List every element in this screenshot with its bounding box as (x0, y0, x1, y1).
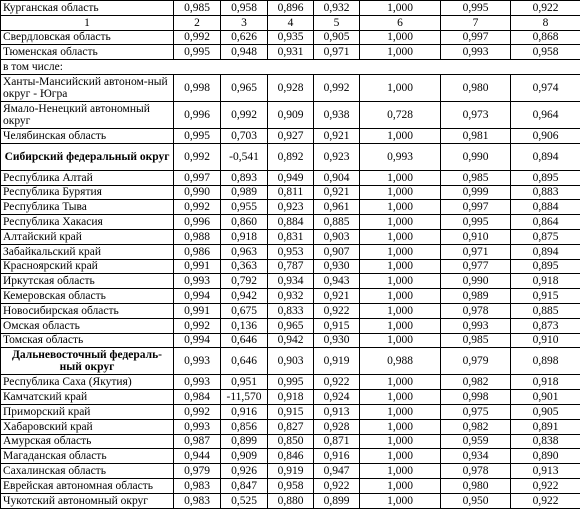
value-cell: 0,892 (268, 143, 314, 170)
value-cell: 0,992 (221, 101, 268, 128)
value-cell: 0,136 (221, 318, 268, 333)
region-name: Кемеровская область (1, 289, 174, 304)
table-row (1, 390, 580, 405)
region-name: Забайкальский край (1, 244, 174, 259)
value-cell: 0,934 (441, 449, 511, 464)
value-cell: 0,927 (268, 128, 314, 143)
value-cell: 0,868 (511, 30, 580, 45)
region-name: Сибирский федеральный округ (1, 143, 174, 170)
value-cell: 0,916 (314, 449, 360, 464)
value-cell: 0,894 (511, 143, 580, 170)
value-cell: 0,922 (314, 375, 360, 390)
table-row (1, 244, 580, 259)
value-cell: 0,994 (174, 289, 221, 304)
table-row (1, 200, 580, 215)
value-cell: 0,907 (314, 244, 360, 259)
value-cell: 0,983 (174, 493, 221, 508)
value-cell: 0,993 (174, 375, 221, 390)
value-cell: 0,963 (221, 244, 268, 259)
column-number: 1 (1, 15, 174, 30)
value-cell: 0,890 (511, 449, 580, 464)
value-cell: 1,000 (360, 274, 441, 289)
region-name: Дальневосточный федераль-ный округ (1, 348, 174, 375)
value-cell: 0,915 (511, 289, 580, 304)
table-row (1, 1, 580, 16)
value-cell: 0,916 (221, 404, 268, 419)
value-cell: 0,909 (221, 449, 268, 464)
value-cell: 0,985 (441, 333, 511, 348)
value-cell: 1,000 (360, 170, 441, 185)
value-cell: 1,000 (360, 303, 441, 318)
value-cell: 0,915 (268, 404, 314, 419)
table-row (1, 404, 580, 419)
value-cell: 0,850 (268, 434, 314, 449)
value-cell: 0,811 (268, 185, 314, 200)
value-cell: 1,000 (360, 200, 441, 215)
value-cell: 1,000 (360, 45, 441, 60)
table-row (1, 229, 580, 244)
region-name: Омская область (1, 318, 174, 333)
region-name: Республика Бурятия (1, 185, 174, 200)
value-cell: 1,000 (360, 318, 441, 333)
table-row (1, 478, 580, 493)
value-cell: 0,792 (221, 274, 268, 289)
value-cell: 0,995 (174, 45, 221, 60)
value-cell: 0,873 (511, 318, 580, 333)
table-row (1, 128, 580, 143)
region-name: Тюменская область (1, 45, 174, 60)
value-cell: 0,918 (268, 390, 314, 405)
region-name: Ямало-Ненецкий автономный округ (1, 101, 174, 128)
value-cell: 1,000 (360, 404, 441, 419)
column-number-row (1, 15, 580, 30)
value-cell: 0,995 (268, 375, 314, 390)
value-cell: 0,992 (314, 74, 360, 101)
value-cell: 0,928 (314, 419, 360, 434)
value-cell: 0,827 (268, 419, 314, 434)
value-cell: 0,923 (268, 200, 314, 215)
value-cell: 0,895 (511, 170, 580, 185)
value-cell: 0,921 (314, 185, 360, 200)
value-cell: 0,992 (174, 143, 221, 170)
value-cell: 0,833 (268, 303, 314, 318)
value-cell: 0,894 (511, 244, 580, 259)
value-cell: 0,990 (441, 274, 511, 289)
value-cell: 0,525 (221, 493, 268, 508)
table-row (1, 185, 580, 200)
value-cell: 0,901 (511, 390, 580, 405)
region-name: Чукотский автономный округ (1, 493, 174, 508)
value-cell: 0,990 (441, 143, 511, 170)
value-cell: 0,893 (221, 170, 268, 185)
value-cell: 0,903 (314, 229, 360, 244)
value-cell: 0,922 (314, 303, 360, 318)
value-cell: 1,000 (360, 244, 441, 259)
table-row (1, 170, 580, 185)
value-cell: 0,982 (441, 375, 511, 390)
value-cell: 0,993 (441, 318, 511, 333)
value-cell: 0,899 (221, 434, 268, 449)
value-cell: 0,883 (511, 185, 580, 200)
value-cell: 1,000 (360, 434, 441, 449)
value-cell: 0,977 (441, 259, 511, 274)
value-cell: 0,979 (441, 348, 511, 375)
value-cell: 0,951 (221, 375, 268, 390)
value-cell: 0,913 (314, 404, 360, 419)
value-cell: 0,971 (314, 45, 360, 60)
value-cell: 1,000 (360, 215, 441, 230)
value-cell: 0,999 (441, 185, 511, 200)
value-cell: 0,910 (511, 333, 580, 348)
value-cell: 0,985 (174, 1, 221, 16)
value-cell: 0,953 (268, 244, 314, 259)
value-cell: 0,978 (441, 303, 511, 318)
value-cell: 0,899 (314, 493, 360, 508)
value-cell: 0,675 (221, 303, 268, 318)
value-cell: 0,988 (360, 348, 441, 375)
column-number: 6 (360, 15, 441, 30)
column-number: 5 (314, 15, 360, 30)
value-cell: 0,919 (314, 348, 360, 375)
value-cell: 0,996 (174, 101, 221, 128)
value-cell: 1,000 (360, 74, 441, 101)
value-cell: 0,909 (268, 101, 314, 128)
value-cell: 0,860 (221, 215, 268, 230)
value-cell: 0,838 (511, 434, 580, 449)
region-name: Республика Хакасия (1, 215, 174, 230)
value-cell: 0,918 (511, 274, 580, 289)
value-cell: 0,948 (221, 45, 268, 60)
table-row (1, 303, 580, 318)
value-cell: 0,884 (511, 200, 580, 215)
value-cell: 0,993 (174, 419, 221, 434)
value-cell: 0,991 (174, 303, 221, 318)
value-cell: 0,988 (174, 229, 221, 244)
value-cell: 0,898 (511, 348, 580, 375)
value-cell: 0,922 (314, 478, 360, 493)
value-cell: 1,000 (360, 1, 441, 16)
value-cell: 0,910 (441, 229, 511, 244)
table-row (1, 45, 580, 60)
table-row (1, 375, 580, 390)
value-cell: 0,943 (314, 274, 360, 289)
value-cell: 0,922 (511, 478, 580, 493)
value-cell: 0,932 (314, 1, 360, 16)
region-name: Курганская область (1, 1, 174, 16)
value-cell: 0,958 (221, 1, 268, 16)
value-cell: 0,646 (221, 333, 268, 348)
value-cell: 0,905 (511, 404, 580, 419)
value-cell: 1,000 (360, 333, 441, 348)
section-label: в том числе: (1, 60, 580, 75)
table-row (1, 259, 580, 274)
value-cell: 0,974 (511, 74, 580, 101)
value-cell: 0,922 (511, 1, 580, 16)
value-cell: 0,924 (314, 390, 360, 405)
value-cell: 0,959 (441, 434, 511, 449)
region-name: Свердловская область (1, 30, 174, 45)
value-cell: 0,981 (441, 128, 511, 143)
value-cell: 0,856 (221, 419, 268, 434)
region-name: Иркутская область (1, 274, 174, 289)
value-cell: 0,864 (511, 215, 580, 230)
value-cell: 0,995 (441, 215, 511, 230)
district-total-row (1, 143, 580, 170)
column-number: 4 (268, 15, 314, 30)
value-cell: 0,991 (174, 259, 221, 274)
value-cell: 1,000 (360, 289, 441, 304)
value-cell: 0,964 (511, 101, 580, 128)
table-row (1, 333, 580, 348)
region-name: Томская область (1, 333, 174, 348)
value-cell: 0,921 (314, 128, 360, 143)
value-cell: 1,000 (360, 229, 441, 244)
region-name: Магаданская область (1, 449, 174, 464)
value-cell: 0,932 (268, 289, 314, 304)
table-row (1, 318, 580, 333)
value-cell: 0,980 (441, 74, 511, 101)
region-name: Ханты-Мансийский автоном-ный округ - Югра (1, 74, 174, 101)
value-cell: 0,998 (174, 74, 221, 101)
value-cell: 0,993 (174, 348, 221, 375)
value-cell: 1,000 (360, 493, 441, 508)
column-number: 7 (441, 15, 511, 30)
value-cell: 0,884 (268, 215, 314, 230)
value-cell: 0,971 (441, 244, 511, 259)
region-name: Еврейская автономная область (1, 478, 174, 493)
value-cell: 0,982 (441, 419, 511, 434)
value-cell: 1,000 (360, 478, 441, 493)
value-cell: 0,980 (441, 478, 511, 493)
value-cell: 0,958 (511, 45, 580, 60)
value-cell: 0,965 (221, 74, 268, 101)
value-cell: 0,885 (511, 303, 580, 318)
value-cell: 1,000 (360, 449, 441, 464)
value-cell: 0,831 (268, 229, 314, 244)
region-name: Новосибирская область (1, 303, 174, 318)
value-cell: 0,885 (314, 215, 360, 230)
value-cell: 0,950 (441, 493, 511, 508)
table-row (1, 101, 580, 128)
value-cell: -11,570 (221, 390, 268, 405)
value-cell: 0,978 (441, 464, 511, 479)
table-body (1, 1, 580, 509)
table-row (1, 419, 580, 434)
value-cell: 1,000 (360, 30, 441, 45)
value-cell: 0,983 (174, 478, 221, 493)
value-cell: 0,928 (268, 74, 314, 101)
value-cell: 0,995 (441, 1, 511, 16)
value-cell: 0,921 (314, 289, 360, 304)
value-cell: 0,919 (268, 464, 314, 479)
value-cell: 0,626 (221, 30, 268, 45)
value-cell: 0,930 (314, 259, 360, 274)
region-name: Республика Алтай (1, 170, 174, 185)
value-cell: 0,905 (314, 30, 360, 45)
value-cell: 0,949 (268, 170, 314, 185)
value-cell: 0,961 (314, 200, 360, 215)
value-cell: 1,000 (360, 419, 441, 434)
value-cell: 0,935 (268, 30, 314, 45)
table-row (1, 449, 580, 464)
column-number: 3 (221, 15, 268, 30)
region-name: Республика Саха (Якутия) (1, 375, 174, 390)
value-cell: 0,993 (174, 274, 221, 289)
value-cell: 0,995 (174, 128, 221, 143)
value-cell: 0,975 (441, 404, 511, 419)
value-cell: 0,728 (360, 101, 441, 128)
table-row (1, 434, 580, 449)
value-cell: 1,000 (360, 390, 441, 405)
district-total-row (1, 348, 580, 375)
value-cell: 0,875 (511, 229, 580, 244)
table-row (1, 289, 580, 304)
value-cell: 0,997 (441, 200, 511, 215)
table-row (1, 493, 580, 508)
value-cell: 0,846 (268, 449, 314, 464)
value-cell: 0,989 (441, 289, 511, 304)
value-cell: 0,847 (221, 478, 268, 493)
value-cell: 0,703 (221, 128, 268, 143)
value-cell: 0,904 (314, 170, 360, 185)
region-name: Челябинская область (1, 128, 174, 143)
value-cell: 1,000 (360, 464, 441, 479)
value-cell: 0,997 (441, 30, 511, 45)
value-cell: 0,955 (221, 200, 268, 215)
value-cell: 0,979 (174, 464, 221, 479)
value-cell: 0,998 (441, 390, 511, 405)
region-name: Алтайский край (1, 229, 174, 244)
table-row (1, 464, 580, 479)
value-cell: 0,938 (314, 101, 360, 128)
table-row (1, 30, 580, 45)
value-cell: 0,989 (221, 185, 268, 200)
value-cell: 0,915 (314, 318, 360, 333)
region-name: Сахалинская область (1, 464, 174, 479)
region-name: Республика Тыва (1, 200, 174, 215)
value-cell: 0,986 (174, 244, 221, 259)
value-cell: -0,541 (221, 143, 268, 170)
value-cell: 0,922 (511, 493, 580, 508)
value-cell: 0,787 (268, 259, 314, 274)
value-cell: 0,996 (174, 215, 221, 230)
value-cell: 0,992 (174, 318, 221, 333)
value-cell: 0,987 (174, 434, 221, 449)
value-cell: 0,973 (441, 101, 511, 128)
region-name: Красноярский край (1, 259, 174, 274)
value-cell: 0,994 (174, 333, 221, 348)
value-cell: 1,000 (360, 375, 441, 390)
value-cell: 1,000 (360, 185, 441, 200)
value-cell: 0,993 (360, 143, 441, 170)
value-cell: 0,896 (268, 1, 314, 16)
value-cell: 0,993 (441, 45, 511, 60)
value-cell: 0,926 (221, 464, 268, 479)
value-cell: 0,871 (314, 434, 360, 449)
value-cell: 0,992 (174, 200, 221, 215)
value-cell: 0,992 (174, 404, 221, 419)
value-cell: 0,944 (174, 449, 221, 464)
table-row (1, 215, 580, 230)
value-cell: 0,918 (511, 375, 580, 390)
value-cell: 0,923 (314, 143, 360, 170)
value-cell: 0,891 (511, 419, 580, 434)
value-cell: 0,965 (268, 318, 314, 333)
value-cell: 1,000 (360, 259, 441, 274)
value-cell: 0,958 (268, 478, 314, 493)
value-cell: 0,992 (174, 30, 221, 45)
region-name: Амурская область (1, 434, 174, 449)
region-name: Камчатский край (1, 390, 174, 405)
value-cell: 0,895 (511, 259, 580, 274)
column-number: 8 (511, 15, 580, 30)
value-cell: 0,646 (221, 348, 268, 375)
value-cell: 0,903 (268, 348, 314, 375)
column-number: 2 (174, 15, 221, 30)
value-cell: 0,930 (314, 333, 360, 348)
value-cell: 0,990 (174, 185, 221, 200)
value-cell: 0,906 (511, 128, 580, 143)
value-cell: 0,984 (174, 390, 221, 405)
value-cell: 0,363 (221, 259, 268, 274)
value-cell: 0,931 (268, 45, 314, 60)
value-cell: 0,934 (268, 274, 314, 289)
table-row (1, 274, 580, 289)
value-cell: 0,918 (221, 229, 268, 244)
value-cell: 0,947 (314, 464, 360, 479)
table-row-label (1, 60, 580, 75)
region-name: Хабаровский край (1, 419, 174, 434)
region-name: Приморский край (1, 404, 174, 419)
value-cell: 0,942 (221, 289, 268, 304)
value-cell: 0,942 (268, 333, 314, 348)
value-cell: 0,880 (268, 493, 314, 508)
value-cell: 1,000 (360, 128, 441, 143)
value-cell: 0,985 (441, 170, 511, 185)
table-row (1, 74, 580, 101)
value-cell: 0,913 (511, 464, 580, 479)
value-cell: 0,997 (174, 170, 221, 185)
